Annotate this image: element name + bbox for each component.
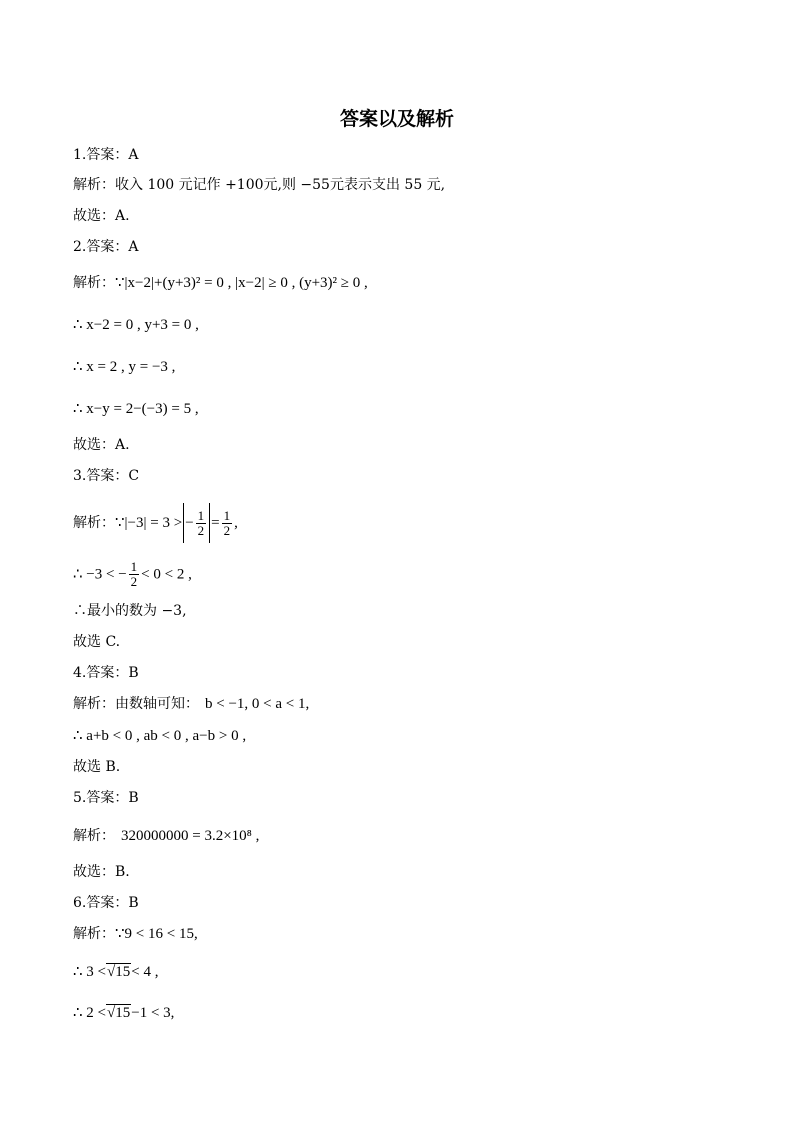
page-title: 答案以及解析 [339,108,454,130]
numerator: 1 [130,559,138,574]
explanation-label: 解析： [73,177,115,193]
step-2b [73,357,175,377]
math-expression: ∴ 2 < [73,1005,107,1021]
fraction [129,560,140,589]
explanation-text: 由数轴可知： [115,696,199,712]
math-expression: ∵|x−2|+(y+3)² = 0 , |x−2| ≥ 0 , (y+3)² ≥ 0 , [115,275,368,291]
explanation-label: 解析： [73,696,115,712]
equals-sign: = [211,515,220,531]
step-6b [73,1003,174,1023]
math-expression: −1 < 3, [131,1005,175,1021]
step-2a [73,315,199,335]
answer-3: 3.答案：C [73,468,140,484]
explanation-6 [73,924,198,944]
abs-bar [209,503,210,543]
numerator: 1 [223,507,231,523]
explanation-label: 解析： [73,515,115,531]
comma: , [234,515,238,531]
choice-2: 故选：A. [73,437,130,453]
math-expression: ∴ x−2 = 0 , y+3 = 0 , [73,317,199,333]
answer-4: 4.答案：B [73,665,139,681]
minus-sign: − [185,515,194,531]
explanation-5 [73,826,259,846]
math-expression: 320000000 = 3.2×10⁸ , [121,828,260,844]
denominator: 2 [223,522,231,538]
answer-5: 5.答案：B [73,790,139,806]
choice-1: 故选：A. [73,208,130,224]
explanation-1 [73,175,445,195]
explanation-3 [73,503,238,543]
explanation-label: 解析： [73,828,115,844]
step-4a [73,726,246,746]
step-3b: ∴最小的数为 −3, [73,603,187,619]
explanation-2 [73,273,368,293]
math-expression: ∴ x = 2 , y = −3 , [73,359,176,375]
step-2c [73,399,199,419]
explanation-label: 解析： [73,926,115,942]
answer-6: 6.答案：B [73,895,139,911]
math-expression: ∴ a+b < 0 , ab < 0 , a−b > 0 , [73,728,247,744]
math-expression: < 4 , [131,964,159,980]
explanation-4 [73,694,309,714]
denominator: 2 [197,522,205,538]
answer-1: 1.答案：A [73,147,139,163]
fraction [196,509,207,538]
step-6a [73,962,158,982]
choice-4: 故选 B. [73,759,121,775]
choice-3: 故选 C. [73,634,121,650]
denominator: 2 [130,574,138,589]
answer-2: 2.答案：A [73,239,139,255]
math-expression: ∴ −3 < − [73,566,127,583]
explanation-label: 解析： [73,275,115,291]
square-root: √15 [107,964,131,980]
math-expression: ∵9 < 16 < 15, [115,926,198,942]
square-root: √15 [107,1005,131,1021]
numerator: 1 [197,507,205,523]
explanation-text: 收入 100 元记作 +100元,则 −55元表示支出 55 元, [115,177,446,193]
math-expression: ∵|−3| = 3 > [115,515,183,531]
step-3a [73,560,192,589]
choice-5: 故选：B. [73,864,130,880]
math-expression: < 0 < 2 , [141,566,192,583]
math-expression: ∴ x−y = 2−(−3) = 5 , [73,401,199,417]
math-expression: b < −1, 0 < a < 1, [205,696,310,712]
fraction [222,509,233,538]
math-expression: ∴ 3 < [73,964,107,980]
